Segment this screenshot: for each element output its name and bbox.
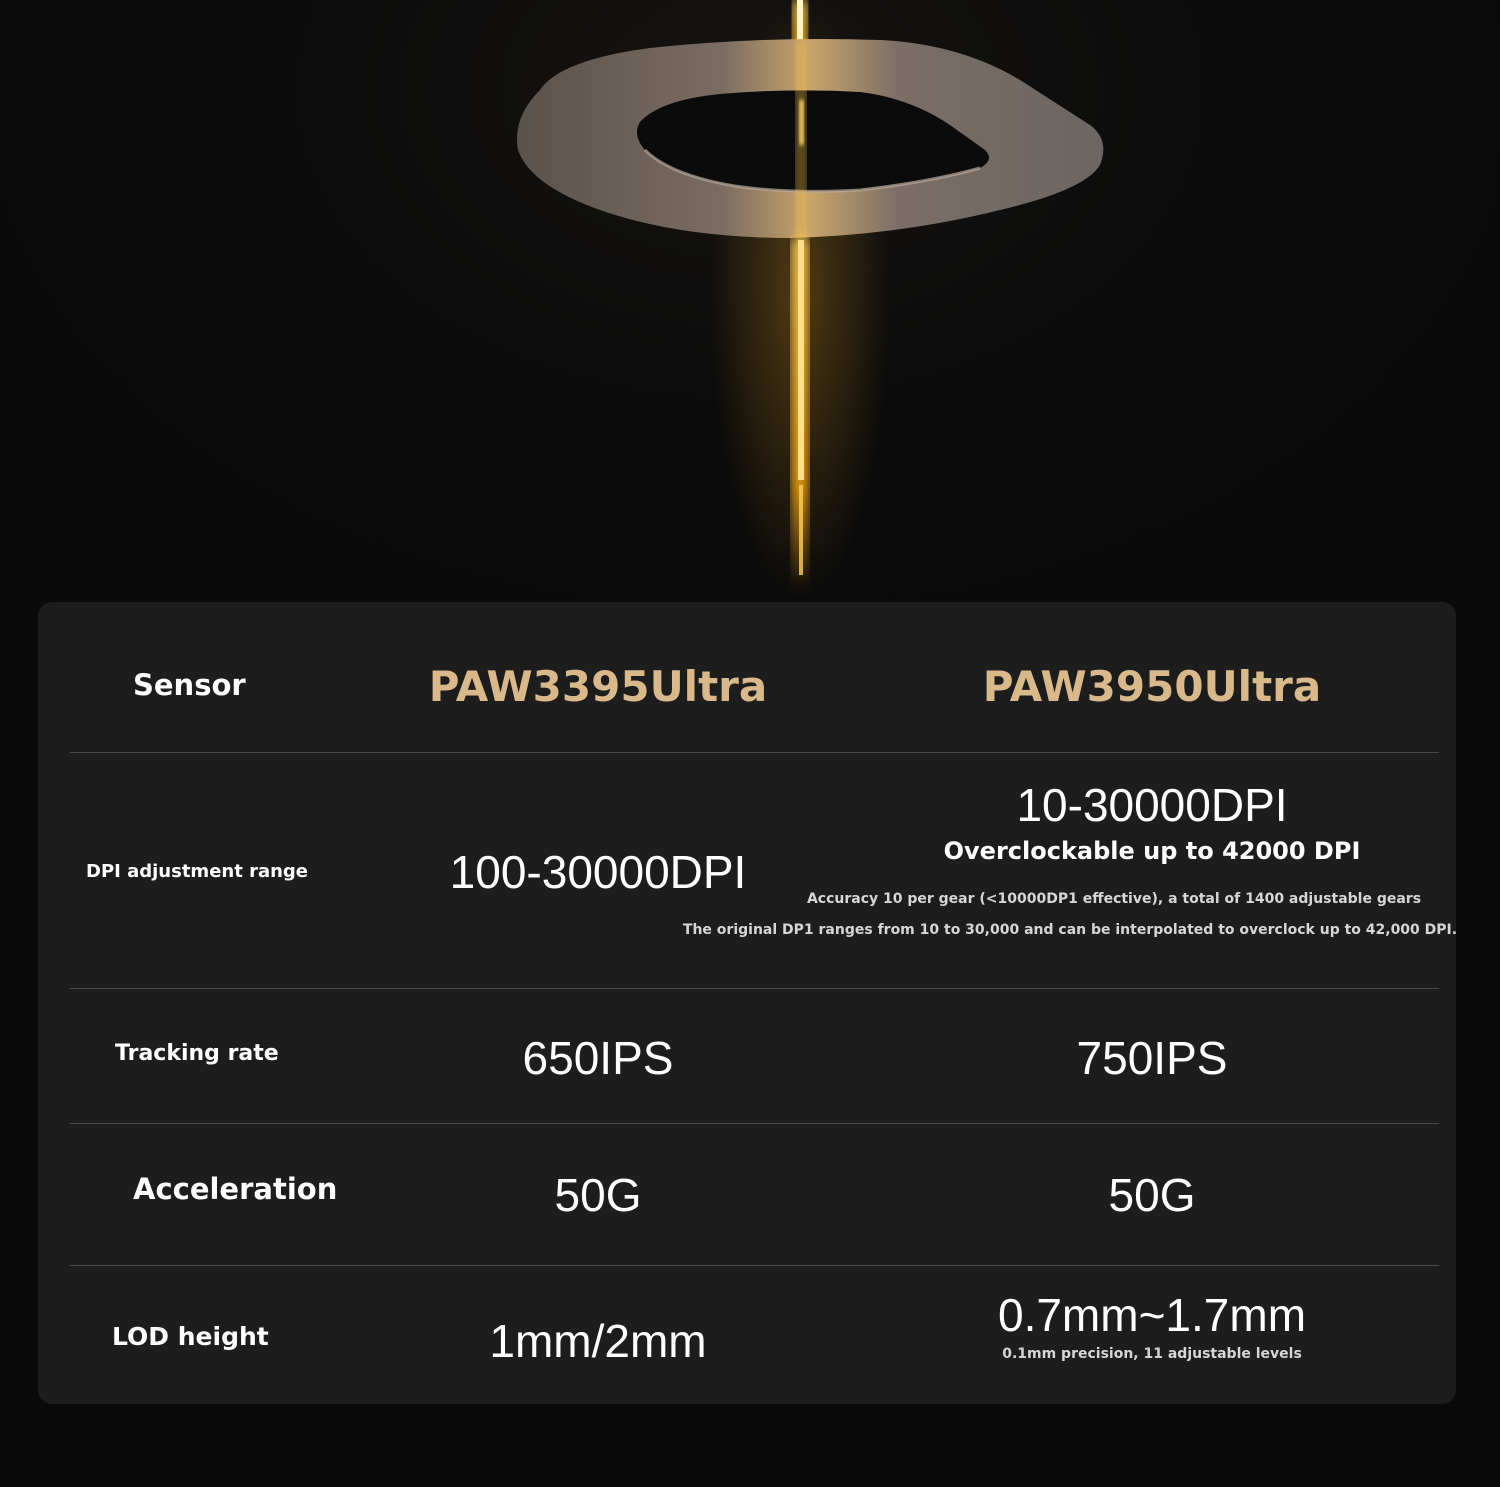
acceleration-col1: 50G — [554, 1169, 642, 1221]
hero-illustration — [0, 0, 1500, 600]
acceleration-label: Acceleration — [133, 1172, 338, 1206]
sensor-col2: PAW3950Ultra — [982, 662, 1322, 711]
tracking-col2: 750IPS — [1076, 1032, 1228, 1084]
spec-header-row — [38, 602, 1456, 752]
lod-label: LOD height — [112, 1322, 269, 1351]
sensor-label: Sensor — [133, 668, 246, 702]
dpi-col2-note2: The original DP1 ranges from 10 to 30,000 and can be interpolated to overclock up to 42,000 DPI. — [682, 922, 1458, 938]
spec-table — [38, 602, 1456, 1404]
dpi-col2: 10-30000DPI — [1016, 779, 1288, 831]
sensor-col1: PAW3395Ultra — [428, 662, 768, 711]
spec-row-lod — [38, 1266, 1456, 1404]
spec-row-acceleration — [38, 1124, 1456, 1265]
lod-col2: 0.7mm~1.7mm — [997, 1289, 1307, 1341]
dpi-label: DPI adjustment range — [86, 861, 309, 882]
dpi-col2-note1: Accuracy 10 per gear (<10000DP1 effective), a total of 1400 adjustable gears — [806, 891, 1422, 907]
tracking-label: Tracking rate — [115, 1041, 279, 1066]
acceleration-col2: 50G — [1108, 1169, 1196, 1221]
spec-row-dpi — [38, 753, 1456, 988]
dpi-col1: 100-30000DPI — [449, 846, 747, 898]
sensor-ring-illustration — [0, 0, 1500, 600]
tracking-col1: 650IPS — [522, 1032, 674, 1084]
dpi-col2-sub: Overclockable up to 42000 DPI — [943, 837, 1361, 865]
spec-row-tracking — [38, 989, 1456, 1123]
lod-col2-note: 0.1mm precision, 11 adjustable levels — [1002, 1346, 1302, 1362]
lod-col1: 1mm/2mm — [489, 1315, 707, 1367]
